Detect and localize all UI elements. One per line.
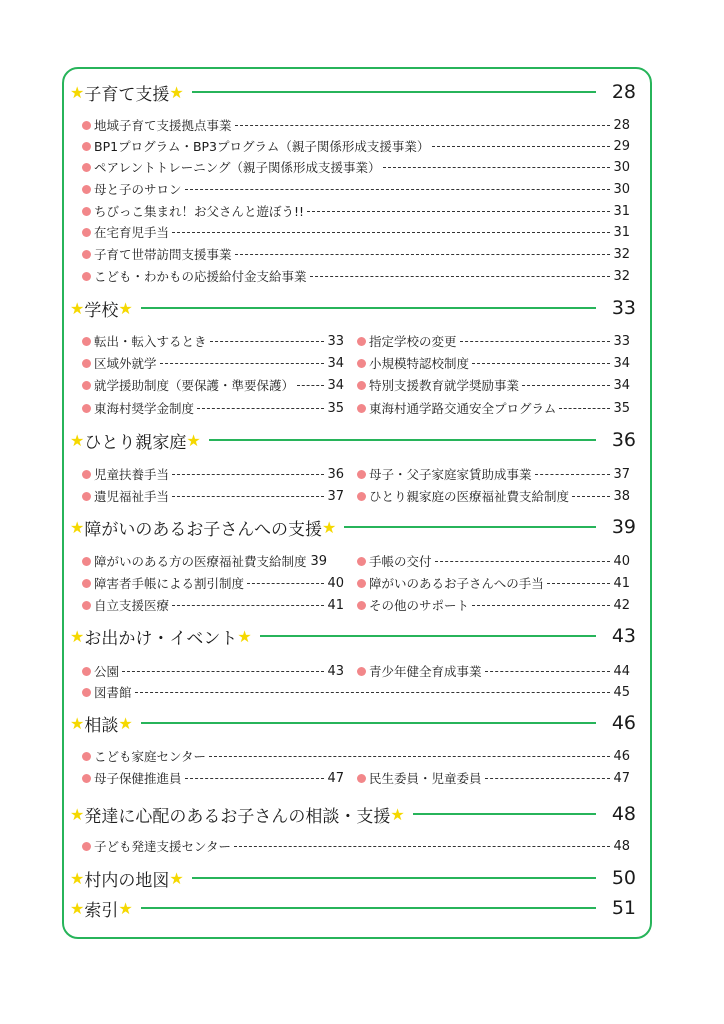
item-page: 34 [327,377,344,393]
bullet-dot-icon [82,404,91,413]
bullet-dot-icon [82,185,91,194]
item-page: 29 [613,138,630,154]
bullet-dot-icon [357,667,366,676]
toc-item[interactable] [357,551,630,571]
item-label: その他のサポート [369,598,470,613]
toc-item[interactable] [82,266,630,286]
star-icon: ★ [70,868,85,888]
item-page: 45 [613,684,630,700]
leader-dashes [485,671,611,672]
leader-dashes [234,846,610,847]
item-page: 40 [327,575,344,591]
item-page: 37 [613,466,630,482]
item-page: 31 [613,203,630,219]
section-header-index[interactable] [70,895,636,921]
star-icon: ★ [70,82,85,102]
section-header-childcare[interactable] [70,79,636,105]
toc-item[interactable] [82,179,630,199]
item-label: 小規模特認校制度 [369,356,470,371]
bullet-dot-icon [357,359,366,368]
section-page: 51 [611,897,636,919]
leader-line [192,91,596,93]
bullet-dot-icon [82,337,91,346]
bullet-dot-icon [82,207,91,216]
item-page: 41 [327,597,344,613]
star-icon: ★ [390,804,405,824]
section-page: 33 [611,297,636,319]
item-page: 32 [613,246,630,262]
section-page: 28 [611,81,636,103]
toc-item[interactable] [82,331,344,351]
item-label: 在宅育児手当 [94,225,170,240]
item-page: 33 [613,333,630,349]
bullet-dot-icon [82,601,91,610]
leader-dashes [210,341,325,342]
bullet-dot-icon [82,228,91,237]
item-label: 東海村奨学金制度 [94,401,195,416]
section-header-disability[interactable] [70,514,636,540]
item-label: 障がいのあるお子さんへの手当 [369,576,544,591]
toc-item[interactable] [82,746,630,766]
toc-item[interactable] [82,375,344,395]
star-icon: ★ [70,804,85,824]
toc-item[interactable] [82,244,630,264]
leader-line [413,813,596,815]
item-label: 母と子のサロン [94,182,182,197]
toc-item[interactable] [82,682,630,702]
section-header-map[interactable] [70,865,636,891]
section-header-consultation[interactable] [70,710,636,736]
toc-item[interactable] [82,573,344,593]
item-page: 31 [613,224,630,240]
leader-dashes [172,496,324,497]
item-label: こども家庭センター [94,749,207,764]
item-label: 手帳の交付 [369,554,432,569]
star-icon: ★ [70,298,85,318]
bullet-dot-icon [357,774,366,783]
item-label: 母子・父子家庭家賃助成事業 [369,467,532,482]
item-label: 民生委員・児童委員 [369,771,482,786]
toc-item[interactable] [357,464,630,484]
item-page: 43 [327,663,344,679]
bullet-dot-icon [357,381,366,390]
bullet-dot-icon [82,752,91,761]
item-page: 32 [613,268,630,284]
leader-line [141,307,596,309]
item-page: 35 [327,400,344,416]
toc-item[interactable] [357,375,630,395]
bullet-dot-icon [82,492,91,501]
item-label: 指定学校の変更 [369,334,457,349]
section-page: 50 [611,867,636,889]
toc-item[interactable] [82,464,344,484]
item-page: 35 [613,400,630,416]
section-page: 43 [611,625,636,647]
bullet-dot-icon [82,579,91,588]
section-title: 相談 [84,715,119,736]
star-icon: ★ [70,898,85,918]
star-icon: ★ [118,898,133,918]
item-page: 34 [613,355,630,371]
item-label: 就学援助制度（要保護・準要保護） [94,378,295,393]
item-label: 障害者手帳による割引制度 [94,576,245,591]
leader-dashes [472,605,610,606]
leader-dashes [559,408,610,409]
toc-item[interactable] [82,836,630,856]
bullet-dot-icon [82,381,91,390]
leader-line [141,907,596,909]
bullet-dot-icon [357,601,366,610]
leader-dashes [185,778,325,779]
leader-dashes [235,125,611,126]
star-icon: ★ [70,713,85,733]
item-page: 38 [613,488,630,504]
item-page: 42 [613,597,630,613]
toc-item[interactable] [357,768,630,788]
star-icon: ★ [322,517,337,537]
star-icon: ★ [70,626,85,646]
item-label: 母子保健推進員 [94,771,182,786]
item-label: 障がいのある方の医療福祉費支給制度 [94,554,307,569]
leader-dashes [122,671,324,672]
toc-item[interactable] [82,768,344,788]
item-page: 36 [327,466,344,482]
star-icon: ★ [169,82,184,102]
bullet-dot-icon [82,557,91,566]
item-label: ペアレントトレーニング（親子関係形成支援事業） [94,160,381,175]
toc-item[interactable] [82,551,344,571]
section-page: 36 [611,429,636,451]
item-page: 37 [327,488,344,504]
item-page: 47 [613,770,630,786]
bullet-dot-icon [357,492,366,501]
section-page: 39 [611,516,636,538]
section-header-school[interactable] [70,295,636,321]
leader-dashes [432,146,610,147]
section-title: 学校 [84,300,119,321]
item-label: 区域外就学 [94,356,157,371]
leader-dashes [172,232,610,233]
item-page: 41 [613,575,630,591]
section-title: 索引 [84,900,119,921]
bullet-dot-icon [357,557,366,566]
item-page: 40 [613,553,630,569]
item-label: ひとり親家庭の医療福祉費支給制度 [369,489,570,504]
bullet-dot-icon [82,688,91,697]
section-page: 48 [611,803,636,825]
leader-dashes [160,363,325,364]
item-page: 34 [327,355,344,371]
bullet-dot-icon [82,359,91,368]
item-page: 47 [327,770,344,786]
item-label: 地域子育て支援拠点事業 [94,118,232,133]
toc-item[interactable] [357,661,630,681]
leader-dashes [135,692,611,693]
leader-dashes [383,167,610,168]
bullet-dot-icon [357,337,366,346]
section-title: 村内の地図 [84,870,170,891]
leader-dashes [547,583,611,584]
leader-dashes [185,189,611,190]
item-label: 自立支援医療 [94,598,170,613]
leader-dashes [209,756,610,757]
leader-dashes [307,211,610,212]
toc-item[interactable] [82,486,344,506]
bullet-dot-icon [82,470,91,479]
toc-item[interactable] [357,331,630,351]
leader-line [141,722,596,724]
toc-item[interactable] [82,157,630,177]
bullet-dot-icon [357,579,366,588]
toc-item[interactable] [82,136,630,156]
toc-item[interactable] [357,486,630,506]
item-label: 遺児福祉手当 [94,489,170,504]
leader-dashes [197,408,324,409]
star-icon: ★ [118,713,133,733]
item-label: 子育て世帯訪問支援事業 [94,247,232,262]
item-page: 34 [613,377,630,393]
leader-dashes [522,385,610,386]
section-title: 子育て支援 [84,84,170,105]
bullet-dot-icon [82,142,91,151]
leader-dashes [485,778,611,779]
item-page: 39 [310,553,328,569]
star-icon: ★ [169,868,184,888]
leader-dashes [310,276,611,277]
leader-dashes [297,385,324,386]
leader-line [192,877,596,879]
bullet-dot-icon [82,121,91,130]
item-label: 転出・転入するとき [94,334,207,349]
leader-dashes [472,363,610,364]
leader-line [344,526,596,528]
item-page: 30 [613,159,630,175]
leader-dashes [172,605,324,606]
leader-dashes [435,561,611,562]
bullet-dot-icon [82,667,91,676]
section-header-outings[interactable] [70,623,636,649]
bullet-dot-icon [82,842,91,851]
toc-item[interactable] [82,595,344,615]
star-icon: ★ [118,298,133,318]
star-icon: ★ [70,430,85,450]
item-label: 児童扶養手当 [94,467,170,482]
item-page: 48 [613,838,630,854]
star-icon: ★ [186,430,201,450]
section-title: お出かけ・イベント [84,628,238,649]
item-label: 子ども発達支援センター [94,839,232,854]
toc-item[interactable] [82,201,630,221]
leader-dashes [535,474,611,475]
item-page: 28 [613,117,630,133]
item-label: 東海村通学路交通安全プログラム [369,401,557,416]
leader-dashes [572,496,610,497]
section-header-single-parent[interactable] [70,427,636,453]
bullet-dot-icon [357,404,366,413]
leader-dashes [172,474,324,475]
section-title: 障がいのあるお子さんへの支援 [84,519,323,540]
item-page: 33 [327,333,344,349]
leader-line [209,439,596,441]
item-page: 30 [613,181,630,197]
leader-dashes [460,341,611,342]
bullet-dot-icon [82,250,91,259]
item-page: 44 [613,663,630,679]
toc-item[interactable] [82,353,344,373]
item-label: BP1プログラム・BP3プログラム（親子関係形成支援事業） [94,139,430,154]
toc-item[interactable] [82,222,630,242]
item-label: ちびっこ集まれ！お父さんと遊ぼう!! [94,204,305,219]
leader-dashes [247,583,324,584]
toc-item[interactable] [357,573,630,593]
item-label: 公園 [94,664,120,679]
section-page: 46 [611,712,636,734]
section-title: ひとり親家庭 [84,432,187,453]
toc-item[interactable] [357,353,630,373]
leader-line [260,635,596,637]
item-label: 青少年健全育成事業 [369,664,482,679]
toc-item[interactable] [357,595,630,615]
item-label: 特別支援教育就学奨励事業 [369,378,520,393]
bullet-dot-icon [357,470,366,479]
item-page: 46 [613,748,630,764]
item-label: こども・わかもの応援給付金支給事業 [94,269,307,284]
toc-item[interactable] [82,661,344,681]
toc-item[interactable] [357,398,630,418]
star-icon: ★ [70,517,85,537]
toc-item[interactable] [82,398,344,418]
item-label: 図書館 [94,685,132,700]
bullet-dot-icon [82,163,91,172]
leader-dashes [235,254,611,255]
section-header-development[interactable] [70,801,636,827]
bullet-dot-icon [82,774,91,783]
section-title: 発達に心配のあるお子さんの相談・支援 [84,806,391,827]
star-icon: ★ [237,626,252,646]
toc-item[interactable] [82,115,630,135]
bullet-dot-icon [82,272,91,281]
